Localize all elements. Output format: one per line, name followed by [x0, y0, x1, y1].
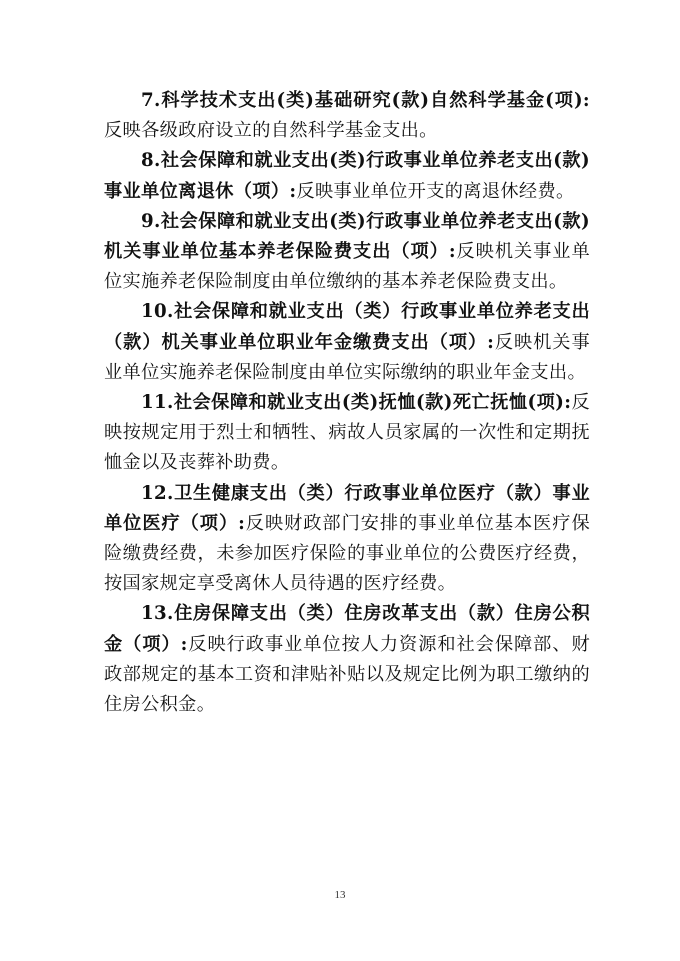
item-8-heading: 8.社会保障和就业支出(类)行政事业单位养老支出(款)事业单位离退休（项）:	[104, 150, 590, 202]
item-10-heading: 10.社会保障和就业支出（类）行政事业单位养老支出（款）机关事业单位职业年金缴费支出（项）:	[104, 301, 590, 353]
item-13	[104, 599, 590, 720]
item-9-description: 反映机关事业单位实施养老保险制度由单位缴纳的基本养老保险费支出。	[104, 241, 590, 293]
item-12-description: 反映财政部门安排的事业单位基本医疗保险缴费经费，未参加医疗保险的事业单位的公费医疗经费，按国家规定享受离休人员待遇的医疗经费。	[104, 512, 590, 595]
item-13-description: 反映行政事业单位按人力资源和社会保障部、财政部规定的基本工资和津贴补贴以及规定比例为职工缴纳的住房公积金。	[104, 633, 590, 716]
item-9-heading: 9.社会保障和就业支出(类)行政事业单位养老支出(款)机关事业单位基本养老保险费支出（项）:	[104, 210, 590, 263]
item-7-heading: 7.科学技术支出(类)基础研究(款)自然科学基金(项):	[141, 90, 590, 111]
item-7	[104, 86, 590, 146]
body-text	[104, 86, 590, 720]
item-12-heading: 12.卫生健康支出（类）行政事业单位医疗（款）事业单位医疗（项）:	[104, 482, 590, 534]
item-12	[104, 479, 590, 600]
item-8-description: 反映事业单位开支的离退休经费。	[296, 180, 575, 202]
item-7-description: 反映各级政府设立的自然科学基金支出。	[104, 120, 438, 142]
item-9	[104, 207, 590, 298]
item-8	[104, 146, 590, 206]
item-11	[104, 388, 590, 479]
item-11-heading: 11.社会保障和就业支出(类)抚恤(款)死亡抚恤(项):	[141, 392, 572, 414]
item-11-description: 反映按规定用于烈士和牺牲、病故人员家属的一次性和定期抚恤金以及丧葬补助费。	[104, 392, 590, 474]
page-number: 13	[334, 889, 346, 901]
item-10-description: 反映机关事业单位实施养老保险制度由单位实际缴纳的职业年金支出。	[104, 331, 590, 383]
item-10	[104, 297, 590, 388]
item-13-heading: 13.住房保障支出（类）住房改革支出（款）住房公积金（项）:	[104, 603, 590, 655]
